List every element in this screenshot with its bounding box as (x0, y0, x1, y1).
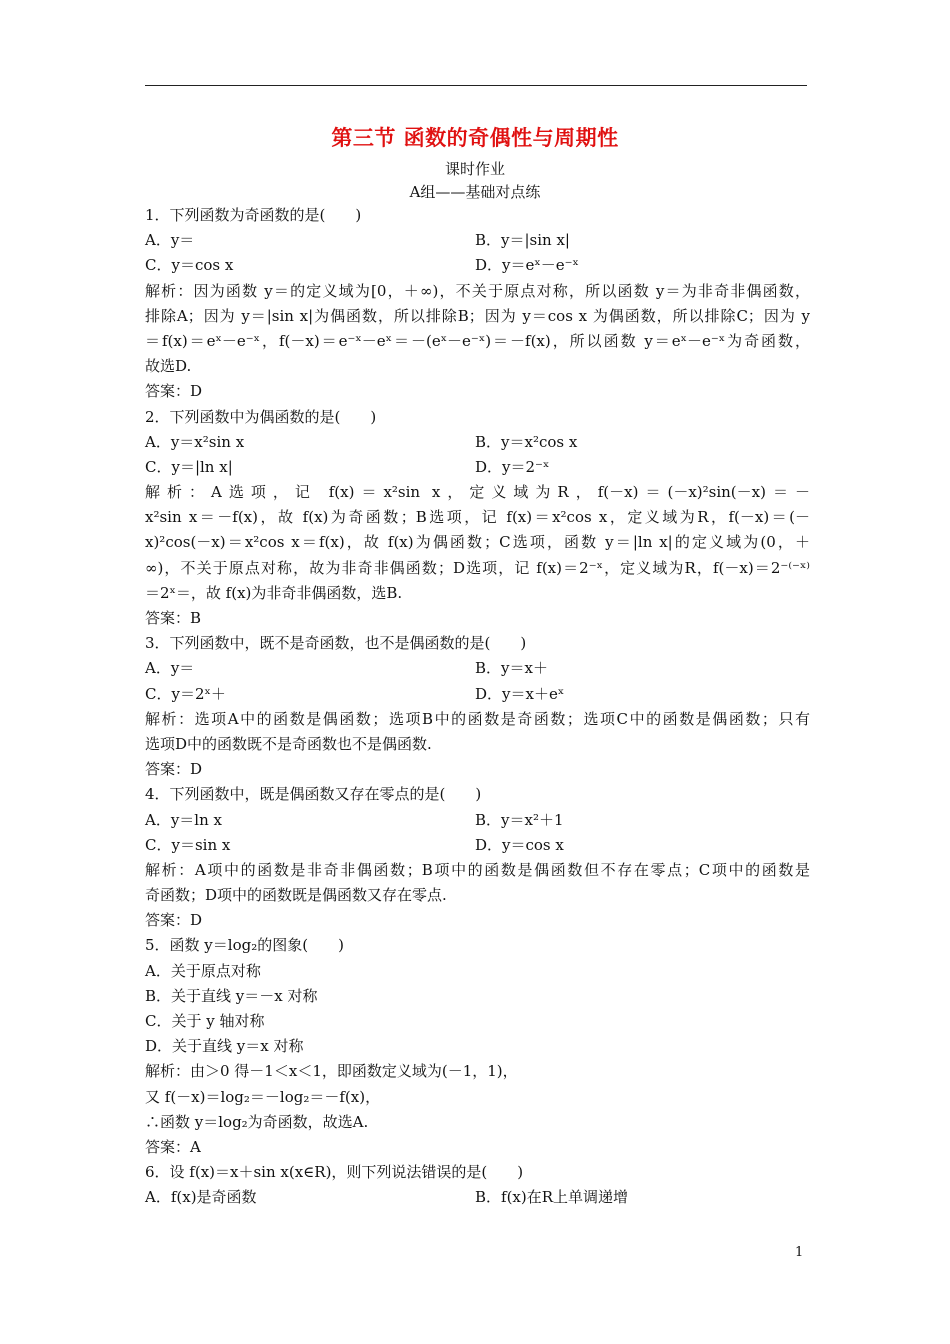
page-title: 第三节 函数的奇偶性与周期性 (331, 125, 619, 150)
text-line: C．关于 y 轴对称 (145, 1012, 265, 1030)
option-text: B．y＝x²cos x (475, 432, 578, 451)
text-line: 解析：A项中的函数是非奇非偶函数；B项中的函数是偶函数但不存在零点；C项中的函数是 (145, 860, 810, 879)
page-number: 1 (795, 1245, 804, 1260)
option-text: A．y＝x²sin x (145, 432, 245, 451)
text-line: 2．下列函数中为偶函数的是( ) (145, 407, 377, 426)
text-line: 答案：B (145, 609, 202, 627)
text-line: ＝2ˣ＝，故 f(x)为非奇非偶函数，选B. (145, 583, 403, 602)
option-text: D．y＝cos x (475, 835, 564, 854)
page-subtitle: 课时作业 (444, 160, 505, 178)
option-row (145, 253, 810, 278)
option-text: D．y＝2⁻ˣ (475, 457, 550, 476)
option-text: C．y＝sin x (145, 835, 231, 854)
option-row (145, 833, 810, 858)
option-text: A．f(x)是奇函数 (145, 1188, 257, 1207)
option-row (145, 808, 810, 833)
text-line: 解析：由＞0 得－1＜x＜1，即函数定义域为(－1，1)， (145, 1062, 518, 1081)
text-line: 解析：A选项，记 f(x)＝x²sin x，定义域为R，f(－x)＝(－x)²sin(－x)＝－ (145, 483, 810, 502)
text-line: 答案：D (145, 911, 203, 930)
text-line: D．关于直线 y＝x 对称 (145, 1037, 304, 1056)
option-row (145, 455, 810, 480)
text-line: 答案：D (145, 382, 203, 401)
text-line: 选项D中的函数既不是奇函数也不是偶函数. (145, 734, 432, 753)
text-line: B．关于直线 y＝－x 对称 (145, 986, 318, 1005)
text-line: 奇函数；D项中的函数既是偶函数又存在零点. (145, 886, 447, 905)
option-row (145, 228, 810, 253)
text-line: 答案：A (145, 1137, 201, 1156)
text-line: ∴函数 y＝log₂为奇函数，故选A. (145, 1112, 369, 1131)
option-row (145, 656, 810, 681)
text-line: ∞)，不关于原点对称，故为非奇非偶函数；D选项，记 f(x)＝2⁻ˣ，定义域为R，f(－x)＝2⁻⁽⁻ˣ⁾ (145, 558, 810, 577)
document-body (145, 203, 810, 1211)
option-row (145, 682, 810, 707)
text-line: 又 f(－x)＝log₂＝－log₂＝－f(x)， (145, 1087, 381, 1106)
text-line: x²sin x＝－f(x)，故 f(x)为奇函数；B选项，记 f(x)＝x²cos x，定义域为R，f(－x)＝(－ (145, 508, 810, 527)
text-line: 故选D. (145, 357, 192, 376)
section-heading: A组——基础对点练 (409, 183, 541, 201)
text-line: A．关于原点对称 (145, 961, 261, 980)
option-text: B．y＝|sin x| (475, 231, 570, 250)
option-text: A．y＝ln x (145, 810, 222, 829)
text-line: 解析：因为函数 y＝的定义域为[0，＋∞)，不关于原点对称，所以函数 y＝为非奇非偶函数， (145, 281, 810, 300)
header-rule (145, 85, 807, 86)
text-line: ＝f(x)＝eˣ－e⁻ˣ，f(－x)＝e⁻ˣ－eˣ＝－(eˣ－e⁻ˣ)＝－f(x)，所以函数 y＝eˣ－e⁻ˣ为奇函数， (145, 331, 810, 350)
option-text: B．y＝x＋ (475, 659, 548, 678)
option-text: A．y＝ (145, 231, 195, 250)
option-row (145, 430, 810, 455)
option-text: B．f(x)在R上单调递增 (475, 1188, 629, 1207)
option-text: C．y＝|ln x| (145, 457, 233, 476)
text-line: x)²cos(－x)＝x²cos x＝f(x)，故 f(x)为偶函数；C选项，函数 y＝|ln x|的定义域为(0，＋ (145, 533, 810, 552)
option-text: C．y＝cos x (145, 256, 234, 275)
text-line: 3．下列函数中，既不是奇函数，也不是偶函数的是( ) (145, 634, 527, 653)
text-line: 5．函数 y＝log₂的图象( ) (145, 936, 344, 955)
option-text: B．y＝x²＋1 (475, 810, 564, 829)
text-line: 解析：选项A中的函数是偶函数；选项B中的函数是奇函数；选项C中的函数是偶函数；只有 (145, 709, 810, 728)
option-text: D．y＝x＋eˣ (475, 684, 565, 703)
text-line: 6．设 f(x)＝x＋sin x(x∈R)，则下列说法错误的是( ) (145, 1163, 524, 1182)
option-row (145, 1185, 810, 1210)
text-line: 答案：D (145, 760, 203, 779)
text-line: 4．下列函数中，既是偶函数又存在零点的是( ) (145, 785, 482, 804)
option-text: D．y＝eˣ－e⁻ˣ (475, 256, 579, 275)
text-line: 1．下列函数为奇函数的是( ) (145, 206, 362, 224)
option-text: A．y＝ (145, 659, 195, 678)
option-text: C．y＝2ˣ＋ (145, 684, 226, 703)
text-line: 排除A；因为 y＝|sin x|为偶函数，所以排除B；因为 y＝cos x 为偶函数，所以排除C；因为 y (145, 306, 810, 325)
